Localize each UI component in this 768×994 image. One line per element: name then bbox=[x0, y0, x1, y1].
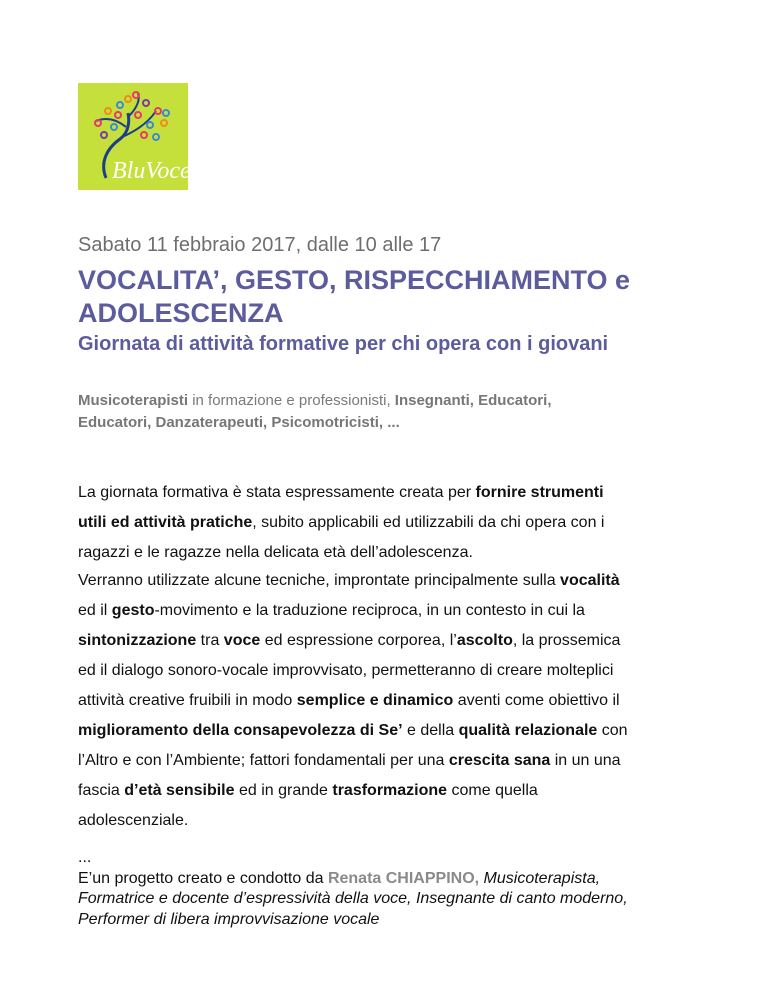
footer-intro: E’un progetto creato e condotto da bbox=[78, 869, 328, 887]
text-segment: in formazione e professionisti, bbox=[188, 392, 395, 409]
text-segment: in un una bbox=[550, 752, 621, 769]
text-segment: ed il bbox=[78, 602, 112, 619]
text-segment: La giornata formativa è stata espressamente creata per bbox=[78, 484, 476, 501]
text-segment: Verranno utilizzate alcune tecniche, improntate principalmente sulla bbox=[78, 572, 561, 589]
bold-text: Educatori, Danzaterapeuti, Psicomotricisti, ... bbox=[78, 414, 400, 431]
bold-text: qualità relazionale bbox=[458, 722, 598, 739]
text-line bbox=[78, 566, 628, 596]
text-segment: ragazzi e le ragazze nella delicata età dell’adolescenza. bbox=[78, 544, 473, 561]
text-line bbox=[78, 716, 628, 746]
text-segment: ed il dialogo sonoro-vocale improvvisato, permetteranno di creare molteplici bbox=[78, 662, 614, 679]
footer-ellipsis: ... bbox=[78, 849, 92, 866]
text-line bbox=[78, 656, 628, 686]
footer-line bbox=[78, 869, 628, 890]
author-role: Performer di libera improvvisazione vocale bbox=[78, 910, 380, 928]
title-line: VOCALITA’, GESTO, RISPECCHIAMENTO e bbox=[78, 265, 631, 295]
text-segment: l’Altro e con l’Ambiente; fattori fondamentali per una bbox=[78, 752, 449, 769]
text-segment: adolescenziale. bbox=[78, 812, 189, 829]
subtitle: Giornata di attività formative per chi opera con i giovani bbox=[78, 333, 609, 355]
author-name: Renata CHIAPPINO, bbox=[327, 869, 480, 887]
text-line bbox=[78, 806, 628, 836]
bold-text: Musicoterapisti bbox=[78, 392, 189, 409]
audience bbox=[78, 390, 551, 434]
text-line bbox=[78, 686, 628, 716]
text-line bbox=[78, 538, 604, 568]
bold-text: fornire strumenti bbox=[475, 484, 604, 501]
bold-text: gesto bbox=[111, 602, 155, 619]
paragraph-intro bbox=[78, 478, 604, 568]
bold-text: Insegnanti, Educatori, bbox=[394, 392, 552, 409]
text-segment: come quella bbox=[447, 782, 538, 799]
text-segment: -movimento e la traduzione reciproca, in un contesto in cui la bbox=[154, 602, 585, 619]
title-line: ADOLESCENZA bbox=[78, 298, 284, 328]
bold-text: voce bbox=[223, 632, 261, 649]
bold-text: sintonizzazione bbox=[78, 632, 197, 649]
text-line bbox=[78, 508, 604, 538]
text-segment: fascia bbox=[78, 782, 125, 799]
author-role: Musicoterapista, bbox=[479, 869, 601, 887]
footer-line bbox=[78, 910, 628, 931]
text-segment: ed in grande bbox=[234, 782, 333, 799]
page-title bbox=[78, 264, 630, 330]
text-line bbox=[78, 478, 604, 508]
text-segment: , subito applicabili ed utilizzabili da chi opera con i bbox=[252, 514, 605, 531]
bold-text: ascolto bbox=[456, 632, 513, 649]
bold-text: vocalità bbox=[560, 572, 620, 589]
text-line bbox=[78, 746, 628, 776]
text-line bbox=[78, 390, 551, 412]
paragraph-description bbox=[78, 566, 628, 836]
footer-line bbox=[78, 889, 628, 910]
logo-text: BluVoce bbox=[112, 158, 188, 184]
text-segment: aventi come obiettivo il bbox=[453, 692, 620, 709]
text-line bbox=[78, 776, 628, 806]
bold-text: d’età sensibile bbox=[124, 782, 235, 799]
text-segment: attività creative fruibili in modo bbox=[78, 692, 297, 709]
text-segment: tra bbox=[196, 632, 224, 649]
bluvoce-logo bbox=[78, 83, 188, 190]
text-line bbox=[78, 596, 628, 626]
text-segment: e della bbox=[402, 722, 459, 739]
bold-text: trasformazione bbox=[332, 782, 448, 799]
text-segment: , la prossemica bbox=[512, 632, 621, 649]
event-date: Sabato 11 febbraio 2017, dalle 10 alle 17 bbox=[78, 234, 442, 256]
author-role: Formatrice e docente d’espressività della voce, Insegnante di canto moderno, bbox=[78, 890, 628, 907]
text-segment: ed espressione corporea, l’ bbox=[260, 632, 457, 649]
text-line bbox=[78, 626, 628, 656]
tree-logo-icon bbox=[78, 83, 188, 190]
bold-text: utili ed attività pratiche bbox=[78, 514, 253, 531]
text-line bbox=[78, 412, 551, 434]
bold-text: miglioramento della consapevolezza di Se’ bbox=[78, 722, 403, 739]
bold-text: crescita sana bbox=[448, 752, 551, 769]
text-segment: con bbox=[597, 722, 628, 739]
footer-credits bbox=[78, 848, 628, 930]
bold-text: semplice e dinamico bbox=[296, 692, 454, 709]
